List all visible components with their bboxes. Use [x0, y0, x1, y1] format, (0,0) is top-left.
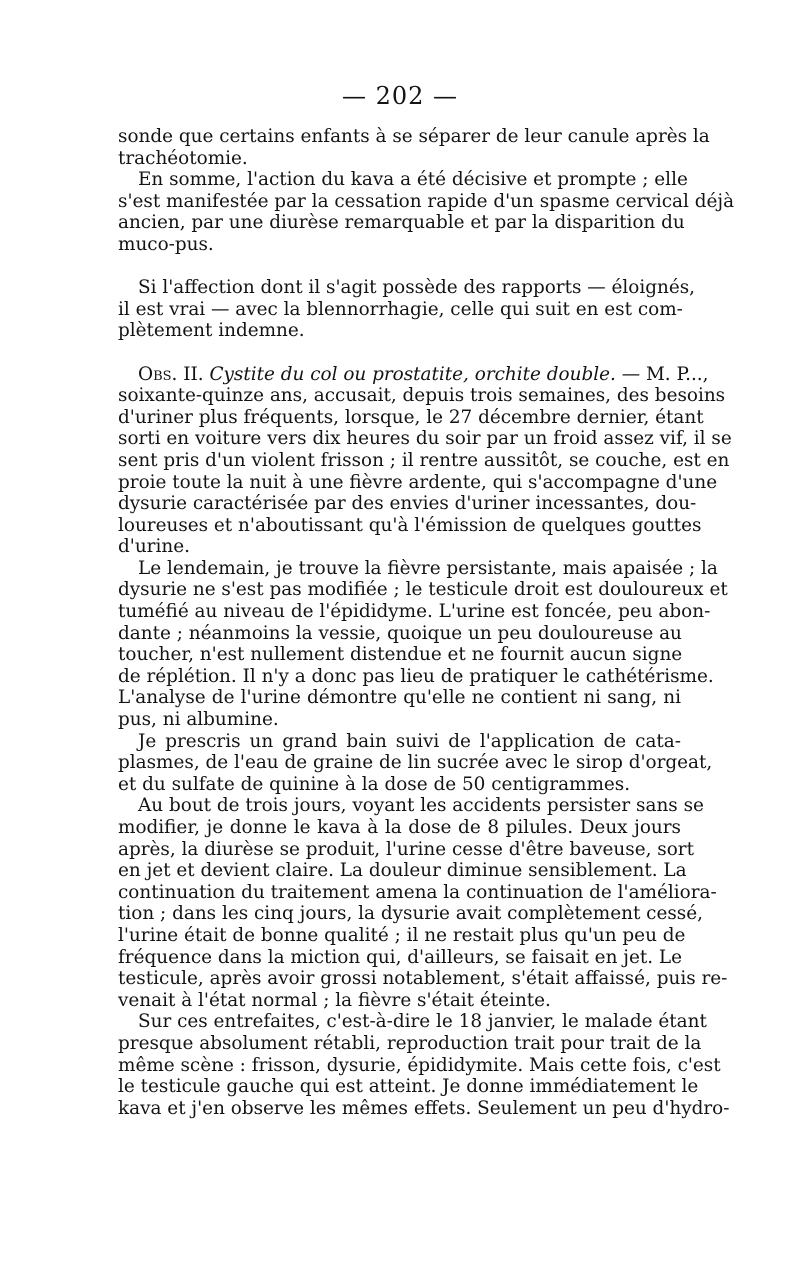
text-line: Si l'affection dont il s'agit possède des rapports — éloignés,: [138, 277, 696, 299]
text-line: proie toute la nuit à une fièvre ardente, qui s'accompagne d'une: [118, 471, 718, 493]
text-line: loureuses et n'aboutissant qu'à l'émission de quelques gouttes: [118, 514, 702, 536]
observation-title: Cystite du col ou prostatite, orchite double.: [209, 363, 616, 385]
paragraph-traitement: [118, 795, 728, 1011]
text-line: et du sulfate de quinine à la dose de 50 centigrammes.: [118, 773, 631, 795]
text-line: s'est manifestée par la cessation rapide d'un spasme cervical déjà: [118, 190, 735, 212]
text-line: L'analyse de l'urine démontre qu'elle ne contient ni sang, ni: [118, 687, 681, 709]
text-line: en jet et devient claire. La douleur diminue sensiblement. La: [118, 860, 687, 882]
text-line: venait à l'état normal ; la fièvre s'était éteinte.: [118, 989, 551, 1011]
text-line: l'urine était de bonne qualité ; il ne restait plus qu'un peu de: [118, 924, 686, 946]
text-line: Le lendemain, je trouve la fièvre persistante, mais apaisée ; la: [138, 557, 718, 579]
text-line: testicule, après avoir grossi notablement, s'était affaissé, puis re-: [118, 968, 728, 990]
text-line: même scène : frisson, dysurie, épididymite. Mais cette fois, c'est: [118, 1054, 721, 1076]
text-line: de réplétion. Il n'y a donc pas lieu de pratiquer le cathétérisme.: [118, 665, 714, 687]
text-line: Au bout de trois jours, voyant les accidents persister sans se: [138, 795, 704, 817]
text-line: pus, ni albumine.: [118, 709, 279, 731]
paragraph-lendemain: [118, 557, 728, 731]
paragraph-summary: [118, 169, 735, 255]
observation-paragraph: [118, 363, 732, 558]
paragraph-affection: [118, 277, 696, 342]
text-line: plètement indemne.: [118, 320, 305, 342]
text-line: après, la diurèse se produit, l'urine cesse d'être baveuse, sort: [118, 838, 694, 860]
observation-label: Obs. II.: [138, 363, 204, 385]
text-line: plasmes, de l'eau de graine de lin sucrée avec le sirop d'orgeat,: [118, 752, 713, 774]
text-line: continuation du traitement amena la continuation de l'améliora-: [118, 881, 717, 903]
text-line: sorti en voiture vers dix heures du soir par un froid assez vif, il se: [118, 428, 732, 450]
text-line: il est vrai — avec la blennorrhagie, celle qui suit en est com-: [118, 298, 683, 320]
text-line: ancien, par une diurèse remarquable et par la disparition du: [118, 212, 685, 234]
text-line: Je prescris un grand bain suivi de l'application de cata-: [138, 730, 681, 752]
page-text: [118, 126, 735, 1119]
observation-heading-line: [118, 363, 709, 386]
text-line: En somme, l'action du kava a été décisive et prompte ; elle: [138, 169, 688, 191]
paragraph-rechute: [118, 1011, 730, 1119]
paragraph-gap: [118, 256, 681, 278]
text-line: le testicule gauche qui est atteint. Je donne immédiatement le: [118, 1076, 699, 1098]
observation-patient: — M. P...,: [621, 363, 709, 385]
text-line: dysurie caractérisée par des envies d'uriner incessantes, dou-: [118, 493, 697, 515]
text-line: d'uriner plus fréquents, lorsque, le 27 décembre dernier, étant: [118, 406, 704, 428]
text-line: muco-pus.: [118, 233, 214, 255]
text-line: sonde que certains enfants à se séparer de leur canule après la: [118, 126, 710, 147]
text-line: kava et j'en observe les mêmes effets. Seulement un peu d'hydro-: [118, 1097, 730, 1119]
text-line: modifier, je donne le kava à la dose de 8 pilules. Deux jours: [118, 817, 681, 838]
page-number: — 202 —: [341, 82, 459, 110]
text-line: tion ; dans les cinq jours, la dysurie avait complètement cessé,: [118, 903, 703, 925]
text-line: trachéotomie.: [118, 147, 248, 169]
text-line: tuméfié au niveau de l'épididyme. L'urine est foncée, peu abon-: [118, 601, 711, 623]
paragraph-prescription: [118, 730, 713, 796]
text-line: soixante-quinze ans, accusait, depuis trois semaines, des besoins: [118, 385, 726, 407]
paragraph-gap: [118, 342, 681, 364]
text-line: dante ; néanmoins la vessie, quoique un peu douloureuse au: [118, 622, 682, 644]
text-line: Sur ces entrefaites, c'est-à-dire le 18 janvier, le malade étant: [138, 1011, 707, 1033]
paragraph-continuation: [118, 126, 710, 169]
text-line: presque absolument rétabli, reproduction trait pour trait de la: [118, 1032, 702, 1054]
text-line: sent pris d'un violent frisson ; il rentre aussitôt, se couche, est en: [118, 449, 730, 471]
text-line: d'urine.: [118, 536, 190, 558]
text-line: dysurie ne s'est pas modifiée ; le testicule droit est douloureux et: [118, 579, 728, 601]
text-line: fréquence dans la miction qui, d'ailleurs, se faisait en jet. Le: [118, 946, 683, 968]
text-line: toucher, n'est nullement distendue et ne fournit aucun signe: [118, 644, 683, 666]
